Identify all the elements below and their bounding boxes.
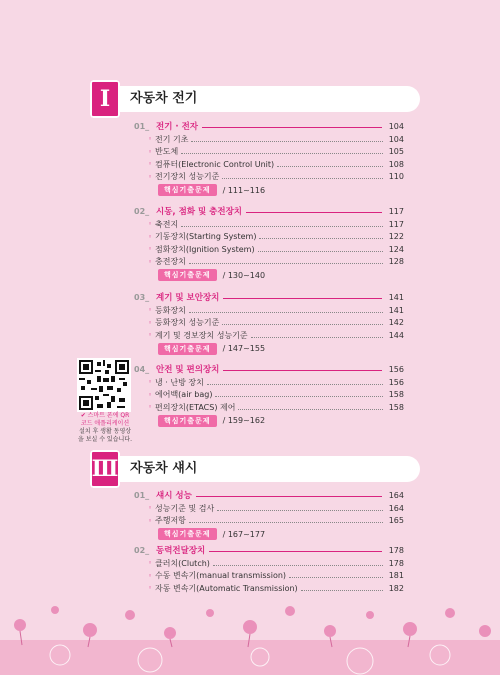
- toc-item-page: 181: [388, 571, 404, 581]
- toc-item[interactable]: [134, 317, 404, 330]
- toc-item[interactable]: [134, 158, 404, 171]
- toc-item-label: 편의장치(ETACS) 제어: [155, 402, 236, 412]
- toc-item[interactable]: [134, 376, 404, 389]
- review-range: / 147~155: [222, 344, 266, 353]
- bullet-icon: ◦: [148, 584, 153, 593]
- bullet-icon: ◦: [148, 331, 153, 340]
- toc-item-page: 128: [388, 257, 404, 267]
- bullet-icon: ◦: [148, 403, 153, 412]
- toc-item-label: 등화장치 성능기준: [155, 318, 220, 328]
- section-number: 01_: [134, 490, 150, 500]
- toc-item-label: 클러치(Clutch): [155, 558, 210, 568]
- dot-leader: [189, 263, 383, 264]
- bullet-icon: ◦: [148, 160, 153, 169]
- review-row[interactable]: [134, 268, 404, 282]
- section-leader-line: [202, 127, 382, 128]
- toc-item-page: 182: [388, 583, 404, 593]
- toc-item-page: 124: [388, 244, 404, 254]
- section-title: 계기 및 보안장치: [156, 293, 220, 303]
- bullet-icon: ◦: [148, 257, 153, 266]
- toc-item-label: 등화장치: [155, 305, 186, 315]
- toc-item-page: 158: [388, 402, 404, 412]
- dot-leader: [222, 324, 383, 325]
- review-badge: 핵심기출문제: [158, 528, 217, 540]
- dot-leader: [207, 384, 383, 385]
- toc-item-page: 110: [388, 172, 404, 182]
- bullet-icon: ◦: [148, 378, 153, 387]
- section-number: 03_: [134, 292, 150, 302]
- toc-section: [134, 488, 404, 541]
- review-badge: 핵심기출문제: [158, 343, 217, 355]
- dot-leader: [289, 577, 383, 578]
- section-heading[interactable]: [134, 119, 404, 133]
- section-page: 141: [388, 292, 404, 302]
- toc-item-page: 165: [388, 516, 404, 526]
- dot-leader: [217, 510, 383, 511]
- review-row[interactable]: [134, 342, 404, 356]
- bullet-icon: ◦: [148, 220, 153, 229]
- toc-item-page: 164: [388, 503, 404, 513]
- toc-item-page: 178: [388, 558, 404, 568]
- qr-caption: [74, 412, 136, 444]
- dot-leader: [258, 251, 383, 252]
- section-heading[interactable]: [134, 488, 404, 502]
- section-page: 117: [388, 206, 404, 216]
- toc-item-page: 158: [388, 390, 404, 400]
- toc-item[interactable]: [134, 243, 404, 256]
- review-badge: 핵심기출문제: [158, 269, 217, 281]
- bullet-icon: ◦: [148, 245, 153, 254]
- toc-item[interactable]: [134, 171, 404, 184]
- bullet-icon: ◦: [148, 232, 153, 241]
- toc-item-label: 기동장치(Starting System): [155, 232, 257, 242]
- section-page: 156: [388, 364, 404, 374]
- toc-item-label: 전기 기초: [155, 134, 189, 144]
- flower-decoration: [0, 585, 500, 675]
- toc-item-page: 117: [388, 219, 404, 229]
- section-title: 전기 · 전자: [156, 122, 198, 132]
- section-leader-line: [246, 212, 382, 213]
- dot-leader: [181, 153, 383, 154]
- qr-caption-line: 을 보실 수 있습니다.: [78, 436, 132, 443]
- toc-item-page: 104: [388, 134, 404, 144]
- toc-section: [134, 290, 404, 356]
- toc-item[interactable]: [134, 401, 404, 414]
- toc-item-label: 자동 변속기(Automatic Transmission): [155, 583, 298, 593]
- section-title: 시동, 점화 및 충전장치: [156, 207, 243, 217]
- toc-item[interactable]: [134, 133, 404, 146]
- section-title: 섀시 성능: [156, 491, 192, 501]
- part-numeral: Ⅰ: [90, 80, 120, 118]
- toc-item[interactable]: [134, 304, 404, 317]
- section-leader-line: [223, 298, 382, 299]
- toc-item[interactable]: [134, 329, 404, 342]
- toc-item-page: 105: [388, 147, 404, 157]
- qr-code-icon: [79, 360, 129, 410]
- toc-item-page: 144: [388, 330, 404, 340]
- dot-leader: [189, 312, 383, 313]
- bullet-icon: ◦: [148, 559, 153, 568]
- toc-item[interactable]: [134, 231, 404, 244]
- review-row[interactable]: [134, 183, 404, 197]
- section-page: 164: [388, 490, 404, 500]
- qr-code: [77, 358, 131, 412]
- dot-leader: [277, 166, 383, 167]
- bullet-icon: ◦: [148, 306, 153, 315]
- toc-item-label: 충전장치: [155, 257, 186, 267]
- review-badge: 핵심기출문제: [158, 415, 217, 427]
- toc-item-label: 반도체: [155, 147, 179, 157]
- section-page: 178: [388, 545, 404, 555]
- section-number: 01_: [134, 121, 150, 131]
- toc-item[interactable]: [134, 557, 404, 570]
- dot-leader: [238, 409, 383, 410]
- bullet-icon: ◦: [148, 571, 153, 580]
- review-range: / 159~162: [222, 416, 266, 425]
- section-heading[interactable]: [134, 290, 404, 304]
- qr-caption-line: ✔ 스마트 폰에 QR: [80, 412, 130, 419]
- section-leader-line: [196, 496, 382, 497]
- qr-caption-line: 코드 애플리케이션: [80, 420, 130, 427]
- dot-leader: [181, 226, 383, 227]
- review-range: / 130~140: [222, 270, 266, 280]
- bullet-icon: ◦: [148, 504, 153, 513]
- toc-item-label: 에어백(air bag): [155, 390, 213, 400]
- toc-item-label: 수동 변속기(manual transmission): [155, 571, 287, 581]
- toc-item[interactable]: [134, 218, 404, 231]
- part-header-1: [90, 86, 420, 112]
- section-title: 동력전달장치: [156, 546, 206, 556]
- toc-item-label: 축전지: [155, 219, 179, 229]
- qr-caption-line: 설치 후 생활 동영상: [78, 428, 132, 435]
- section-heading[interactable]: [134, 204, 404, 218]
- toc-item-label: 주행저항: [155, 516, 186, 526]
- section-heading[interactable]: [134, 543, 404, 557]
- toc-item-page: 122: [388, 232, 404, 242]
- toc-item[interactable]: [134, 146, 404, 159]
- toc-item-label: 컴퓨터(Electronic Control Unit): [155, 159, 275, 169]
- bullet-icon: ◦: [148, 318, 153, 327]
- toc-section: [134, 362, 404, 428]
- bullet-icon: ◦: [148, 135, 153, 144]
- section-number: 04_: [134, 364, 150, 374]
- section-title: 안전 및 편의장치: [156, 365, 220, 375]
- toc-item-page: 156: [388, 377, 404, 387]
- part-header-2: [90, 456, 420, 482]
- toc-item-label: 점화장치(Ignition System): [155, 244, 255, 254]
- section-leader-line: [209, 551, 382, 552]
- toc-item-page: 141: [388, 305, 404, 315]
- dot-leader: [222, 178, 383, 179]
- toc-item-page: 142: [388, 318, 404, 328]
- review-range: / 167~177: [222, 529, 266, 539]
- bullet-icon: ◦: [148, 390, 153, 399]
- section-page: 104: [388, 121, 404, 131]
- toc-item-page: 108: [388, 159, 404, 169]
- dot-leader: [191, 141, 383, 142]
- review-row[interactable]: [134, 414, 404, 428]
- section-heading[interactable]: [134, 362, 404, 376]
- part-title: 자동차 전기: [130, 91, 198, 106]
- review-row[interactable]: [134, 527, 404, 541]
- toc-item[interactable]: [134, 515, 404, 528]
- toc-section: [134, 204, 404, 282]
- toc-section: [134, 119, 404, 197]
- dot-leader: [251, 337, 383, 338]
- part-title: 자동차 섀시: [130, 461, 198, 476]
- bullet-icon: ◦: [148, 172, 153, 181]
- toc-item[interactable]: [134, 256, 404, 269]
- toc-item-label: 성능기준 및 검사: [155, 503, 215, 513]
- bullet-icon: ◦: [148, 147, 153, 156]
- toc-item-label: 계기 및 경보장치 성능기준: [155, 330, 248, 340]
- toc-item-label: 전기장치 성능기준: [155, 172, 220, 182]
- review-badge: 핵심기출문제: [158, 184, 217, 196]
- dot-leader: [213, 565, 383, 566]
- review-range: / 111~116: [222, 185, 266, 195]
- dot-leader: [189, 522, 383, 523]
- toc-item[interactable]: [134, 502, 404, 515]
- part-numeral: Ⅲ: [90, 450, 120, 488]
- dot-leader: [259, 238, 383, 239]
- section-number: 02_: [134, 545, 150, 555]
- section-leader-line: [223, 370, 382, 371]
- section-number: 02_: [134, 206, 150, 216]
- dot-leader: [215, 396, 383, 397]
- toc-item-label: 냉 · 난방 장치: [155, 377, 204, 387]
- toc-item[interactable]: [134, 389, 404, 402]
- toc-item[interactable]: [134, 570, 404, 583]
- bullet-icon: ◦: [148, 516, 153, 525]
